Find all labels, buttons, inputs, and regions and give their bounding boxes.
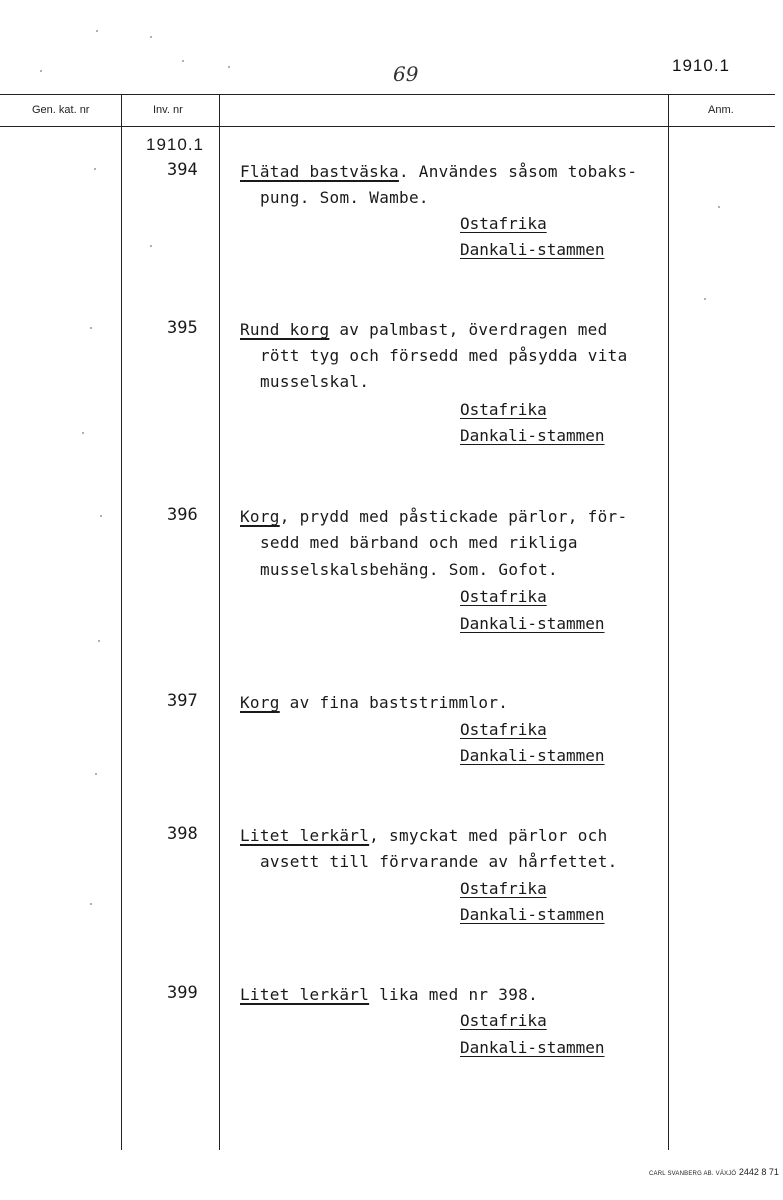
header-bottom-rule [0, 126, 775, 127]
description-text: , prydd med påstickade pärlor, för- [279, 507, 628, 526]
scan-speck [90, 903, 92, 905]
scan-speck [718, 206, 720, 208]
printer-name: CARL SVANBERG AB. VÄXJÖ [649, 1171, 737, 1177]
entry-description [240, 504, 627, 530]
description-text: , smyckat med pärlor och [369, 826, 608, 845]
description-text: av palmbast, överdragen med [329, 320, 608, 339]
entry-description [240, 690, 508, 716]
column-divider-2 [219, 94, 220, 1150]
region: Ostafrika [460, 214, 547, 233]
scan-speck [704, 298, 706, 300]
scan-speck [100, 515, 102, 517]
item-name: Litet lerkärl [240, 826, 370, 845]
region: Ostafrika [460, 400, 547, 419]
column-header-anm: Anm. [708, 104, 734, 116]
tribe: Dankali-stammen [460, 905, 605, 924]
scan-speck [150, 36, 152, 38]
inventory-number: 398 [167, 824, 198, 844]
inventory-number: 396 [167, 505, 198, 525]
description-text: lika med nr 398. [369, 985, 538, 1004]
scan-speck [150, 245, 152, 247]
column-divider-1 [121, 94, 122, 1150]
region: Ostafrika [460, 1011, 547, 1030]
scan-speck [90, 327, 92, 329]
ledger-id: 1910.1 [672, 56, 730, 75]
scan-speck [95, 773, 97, 775]
scan-speck [228, 66, 230, 68]
entry-description [240, 159, 637, 185]
description-line: pung. Som. Wambe. [260, 188, 429, 207]
inventory-number: 399 [167, 983, 198, 1003]
form-number: 2442 8 71 [738, 1167, 779, 1177]
header-top-rule [0, 94, 775, 95]
item-name: Korg [240, 693, 280, 712]
item-name: Rund korg [240, 320, 330, 339]
region: Ostafrika [460, 879, 547, 898]
description-line: musselskal. [260, 372, 370, 391]
inventory-number: 394 [167, 160, 198, 180]
scan-speck [98, 640, 100, 642]
printer-footer [649, 1167, 779, 1177]
scan-speck [40, 70, 42, 72]
entry-description [240, 982, 538, 1008]
region: Ostafrika [460, 720, 547, 739]
scan-speck [182, 60, 184, 62]
item-name: Litet lerkärl [240, 985, 370, 1004]
tribe: Dankali-stammen [460, 426, 605, 445]
item-name: Korg [240, 507, 280, 526]
description-line: musselskalsbehäng. Som. Gofot. [260, 560, 558, 579]
scan-speck [82, 432, 84, 434]
scan-speck [96, 30, 98, 32]
description-line: rött tyg och försedd med påsydda vita [260, 346, 628, 365]
page-number: 69 [393, 62, 419, 86]
description-text: . Användes såsom tobaks- [398, 162, 638, 181]
description-text: av fina baststrimmlor. [279, 693, 509, 712]
tribe: Dankali-stammen [460, 614, 605, 633]
inventory-number: 395 [167, 318, 198, 338]
scan-speck [94, 168, 96, 170]
column-header-inv: Inv. nr [153, 104, 183, 116]
column-divider-3 [668, 94, 669, 1150]
entry-description [240, 823, 608, 849]
item-name: Flätad bastväska [240, 162, 399, 181]
year-label: 1910.1 [146, 135, 204, 154]
column-header-gen-kat: Gen. kat. nr [32, 104, 90, 116]
inventory-number: 397 [167, 691, 198, 711]
entry-description [240, 317, 608, 343]
tribe: Dankali-stammen [460, 240, 605, 259]
description-line: sedd med bärband och med rikliga [260, 533, 578, 552]
tribe: Dankali-stammen [460, 1038, 605, 1057]
description-line: avsett till förvarande av hårfettet. [260, 852, 618, 871]
tribe: Dankali-stammen [460, 746, 605, 765]
region: Ostafrika [460, 587, 547, 606]
